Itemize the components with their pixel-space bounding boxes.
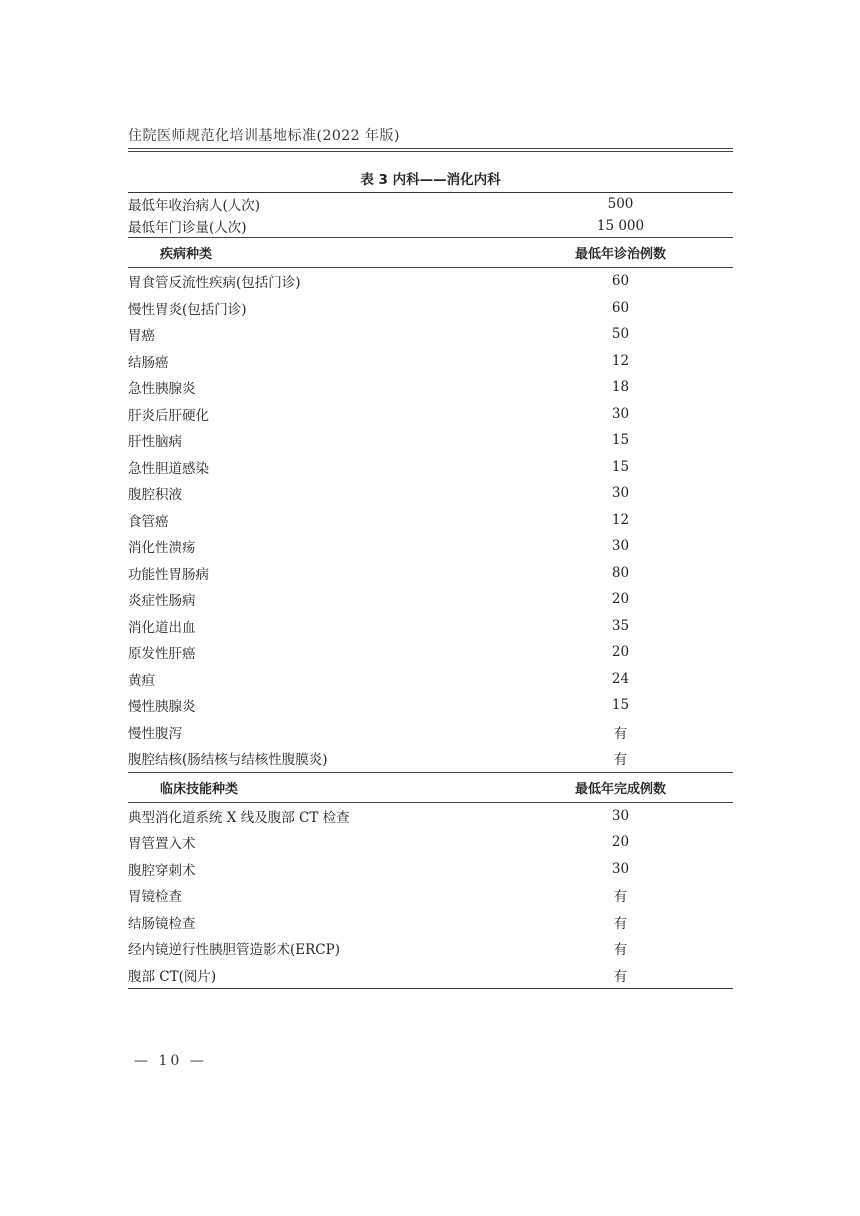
row-value: 有 [613, 915, 628, 932]
table-row [128, 427, 733, 454]
table-row [128, 719, 733, 746]
row-value: 20 [611, 834, 630, 851]
summary-row [128, 193, 733, 215]
row-value: 18 [611, 379, 630, 396]
summary-row [128, 215, 733, 237]
row-label: 胃癌 [128, 328, 155, 345]
row-label: 结肠镜检查 [128, 915, 196, 932]
row-value: 60 [611, 299, 630, 316]
row-label: 消化道出血 [128, 619, 196, 636]
table-row [128, 666, 733, 693]
row-value: 80 [611, 564, 630, 581]
table-row [128, 321, 733, 348]
row-label: 原发性肝癌 [128, 646, 196, 663]
row-label: 肝炎后肝硬化 [128, 407, 209, 424]
row-label: 食管癌 [128, 513, 169, 530]
table-row [128, 803, 733, 830]
summary-label: 最低年门诊量(人次) [128, 220, 247, 236]
row-label: 慢性胃炎(包括门诊) [128, 301, 247, 318]
row-label: 炎症性肠病 [128, 593, 196, 610]
row-value: 有 [613, 942, 628, 959]
row-value: 24 [611, 670, 630, 687]
table-row [128, 454, 733, 481]
row-value: 12 [611, 352, 630, 369]
row-label: 腹部 CT(阅片) [128, 968, 217, 985]
skill-section-header [128, 773, 733, 802]
summary-value: 15 000 [596, 218, 645, 234]
row-value: 20 [611, 644, 630, 661]
table-row [128, 856, 733, 883]
table-row [128, 348, 733, 375]
disease-rows [128, 268, 733, 772]
header-rule [128, 151, 733, 152]
table-row [128, 909, 733, 936]
row-label: 慢性腹泻 [128, 725, 182, 742]
column-header-disease: 疾病种类 [160, 247, 213, 262]
row-value: 30 [611, 807, 630, 824]
table-row [128, 268, 733, 295]
table-row [128, 533, 733, 560]
row-label: 结肠癌 [128, 354, 169, 371]
table-row [128, 613, 733, 640]
row-label: 功能性胃肠病 [128, 566, 209, 583]
row-value: 30 [611, 485, 630, 502]
table-row [128, 935, 733, 962]
table-row [128, 882, 733, 909]
table-row [128, 295, 733, 322]
row-value: 30 [611, 405, 630, 422]
row-value: 50 [611, 326, 630, 343]
table-bottom-rule [128, 988, 733, 989]
row-value: 15 [611, 697, 630, 714]
row-label: 急性胆道感染 [128, 460, 209, 477]
table-caption: 表 3 内科——消化内科 [360, 172, 501, 188]
disease-section-header [128, 238, 733, 267]
row-value: 15 [611, 432, 630, 449]
row-value: 20 [611, 591, 630, 608]
row-label: 慢性胰腺炎 [128, 699, 196, 716]
table-row [128, 829, 733, 856]
row-value: 35 [611, 617, 630, 634]
row-value: 有 [613, 889, 628, 906]
column-header-skill: 临床技能种类 [160, 781, 239, 797]
row-label: 腹腔积液 [128, 487, 182, 504]
table-row [128, 507, 733, 534]
row-value: 有 [613, 725, 628, 742]
running-header: 住院医师规范化培训基地标准(2022 年版) [128, 128, 401, 144]
column-header-min-cases: 最低年诊治例数 [574, 247, 666, 262]
row-label: 腹腔穿刺术 [128, 862, 196, 879]
table-row [128, 586, 733, 613]
row-value: 60 [611, 273, 630, 290]
table-row [128, 962, 733, 989]
summary-label: 最低年收治病人(人次) [128, 198, 261, 214]
column-header-min-completed: 最低年完成例数 [574, 781, 666, 797]
row-label: 消化性溃疡 [128, 540, 196, 557]
row-label: 胃管置入术 [128, 836, 196, 853]
summary-value: 500 [607, 196, 634, 212]
table-row [128, 692, 733, 719]
table-row [128, 401, 733, 428]
row-label: 肝性脑病 [128, 434, 182, 451]
row-label: 经内镜逆行性胰胆管造影术(ERCP) [128, 942, 340, 959]
row-value: 30 [611, 538, 630, 555]
table-row [128, 745, 733, 772]
row-label: 急性胰腺炎 [128, 381, 196, 398]
row-value: 30 [611, 860, 630, 877]
data-table [128, 192, 733, 989]
row-value: 15 [611, 458, 630, 475]
row-label: 黄疸 [128, 672, 155, 689]
page-number: — 10 — [134, 1053, 207, 1069]
table-row [128, 480, 733, 507]
skill-rows [128, 803, 733, 989]
header-rule [128, 148, 733, 149]
row-label: 典型消化道系统 X 线及腹部 CT 检查 [128, 809, 350, 826]
row-value: 有 [613, 968, 628, 985]
table-row [128, 639, 733, 666]
row-label: 胃镜检查 [128, 889, 182, 906]
row-label: 腹腔结核(肠结核与结核性腹膜炎) [128, 752, 328, 769]
table-row [128, 560, 733, 587]
table-row [128, 374, 733, 401]
row-value: 有 [613, 752, 628, 769]
row-value: 12 [611, 511, 630, 528]
row-label: 胃食管反流性疾病(包括门诊) [128, 275, 301, 292]
